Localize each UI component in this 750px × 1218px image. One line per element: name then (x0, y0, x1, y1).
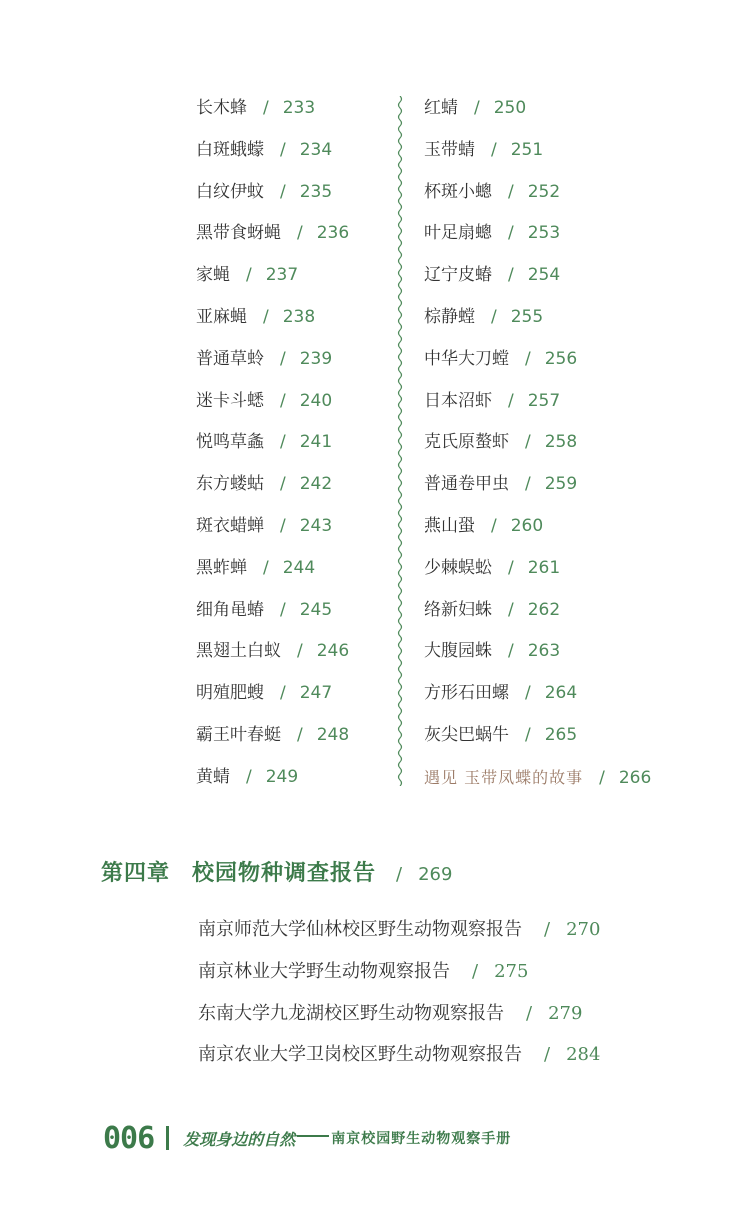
report-separator: / (526, 1002, 533, 1024)
entry-page-number: 263 (527, 641, 561, 662)
chapter-title: 校园物种调查报告 (192, 861, 377, 886)
entry-name: 红蜻 (424, 98, 458, 118)
entry-name: 斑衣蜡蝉 (196, 515, 264, 536)
wavy-divider (390, 96, 410, 786)
toc-entry[interactable] (196, 631, 349, 673)
entry-name: 明殖肥螋 (196, 683, 264, 704)
report-name: 南京农业大学卫岗校区野生动物观察报告 (198, 1044, 522, 1066)
entry-page-number: 250 (493, 98, 527, 118)
entry-page-number: 260 (510, 515, 544, 536)
entry-separator: / (508, 641, 514, 662)
entry-page-number: 266 (618, 767, 652, 788)
entry-page-number: 237 (265, 265, 299, 286)
entry-name: 杯斑小蟌 (424, 181, 492, 202)
toc-entry[interactable] (196, 381, 349, 423)
entry-separator: / (508, 390, 514, 411)
entry-separator: / (246, 265, 252, 286)
toc-entry[interactable] (424, 130, 651, 172)
entry-separator: / (525, 432, 531, 453)
entry-separator: / (263, 98, 269, 118)
entry-separator: / (280, 139, 286, 160)
footer-dash (297, 1135, 329, 1137)
entry-name: 克氏原螯虾 (424, 432, 509, 453)
report-entry[interactable] (198, 951, 600, 993)
entry-separator: / (280, 683, 286, 704)
entry-page-number: 261 (527, 557, 561, 578)
report-separator: / (544, 1044, 551, 1066)
entry-name: 中华大刀螳 (424, 348, 509, 369)
toc-entry[interactable] (424, 631, 651, 673)
toc-entry[interactable] (196, 339, 349, 381)
toc-entry[interactable] (424, 297, 651, 339)
entry-separator: / (280, 515, 286, 536)
entry-name: 白斑蛾蠓 (196, 139, 264, 160)
chapter-page: 269 (418, 864, 453, 885)
toc-entry[interactable] (424, 715, 651, 757)
entry-page-number: 254 (527, 265, 561, 286)
entry-separator: / (297, 641, 303, 662)
entry-separator: / (246, 766, 252, 787)
entry-page-number: 255 (510, 306, 544, 327)
entry-separator: / (263, 557, 269, 578)
entry-page-number: 233 (282, 98, 316, 118)
entry-separator: / (508, 223, 514, 244)
entry-separator: / (280, 432, 286, 453)
entry-name: 黑蚱蝉 (196, 557, 247, 578)
entry-name: 黄蜻 (196, 766, 230, 787)
entry-page-number: 242 (299, 474, 333, 495)
entry-separator: / (297, 724, 303, 745)
entry-page-number: 257 (527, 390, 561, 411)
toc-entry[interactable] (196, 422, 349, 464)
footer-page-number: 006 (103, 1120, 155, 1156)
toc-entry[interactable] (196, 464, 349, 506)
entry-separator: / (508, 557, 514, 578)
entry-separator: / (280, 474, 286, 495)
entry-page-number: 245 (299, 599, 333, 620)
entry-separator: / (599, 767, 605, 788)
toc-entry[interactable] (196, 673, 349, 715)
entry-name: 方形石田螺 (424, 683, 509, 704)
entry-page-number: 264 (544, 683, 578, 704)
entry-name: 玉带蜻 (424, 139, 475, 160)
chapter-heading[interactable] (101, 856, 452, 887)
entry-page-number: 262 (527, 599, 561, 620)
entry-name: 家蝇 (196, 265, 230, 286)
report-page-number: 275 (494, 960, 529, 982)
report-entry[interactable] (198, 909, 600, 951)
entry-name: 燕山蛩 (424, 515, 475, 536)
report-page-number: 270 (566, 919, 601, 940)
entry-page-number: 244 (282, 557, 316, 578)
entry-separator: / (474, 98, 480, 118)
toc-entry[interactable] (424, 213, 651, 255)
entry-page-number: 265 (544, 724, 578, 745)
entry-separator: / (280, 390, 286, 411)
entry-name: 亚麻蝇 (196, 306, 247, 327)
entry-page-number: 236 (316, 223, 350, 244)
report-name: 南京师范大学仙林校区野生动物观察报告 (198, 919, 522, 940)
toc-entry[interactable] (196, 172, 349, 214)
toc-entry[interactable] (424, 673, 651, 715)
entry-name: 白纹伊蚊 (196, 181, 264, 202)
entry-page-number: 239 (299, 348, 333, 369)
toc-entry[interactable] (424, 464, 651, 506)
toc-entry[interactable] (196, 88, 349, 130)
toc-entry[interactable] (196, 506, 349, 548)
entry-name: 长木蜂 (196, 98, 247, 118)
report-entry[interactable] (198, 1034, 600, 1076)
toc-entry[interactable] (424, 548, 651, 590)
entry-name: 悦鸣草螽 (196, 432, 264, 453)
report-name: 东南大学九龙湖校区野生动物观察报告 (198, 1002, 504, 1024)
entry-separator: / (525, 724, 531, 745)
entry-page-number: 256 (544, 348, 578, 369)
entry-name: 少棘蜈蚣 (424, 557, 492, 578)
entry-page-number: 252 (527, 181, 561, 202)
entry-separator: / (508, 265, 514, 286)
entry-name: 络新妇蛛 (424, 599, 492, 620)
entry-page-number: 247 (299, 683, 333, 704)
footer-book-title: 发现身边的自然 (183, 1129, 296, 1149)
entry-separator: / (491, 306, 497, 327)
entry-name: 黑带食蚜蝇 (196, 223, 281, 244)
toc-right-column (424, 88, 651, 799)
entry-page-number: 248 (316, 724, 350, 745)
entry-name: 黑翅土白蚁 (196, 641, 281, 662)
entry-page-number: 253 (527, 223, 561, 244)
entry-name: 霸王叶春蜓 (196, 724, 281, 745)
toc-entry[interactable] (424, 381, 651, 423)
toc-entry[interactable] (196, 297, 349, 339)
toc-entry[interactable] (196, 213, 349, 255)
report-page-number: 279 (548, 1002, 583, 1024)
entry-separator: / (525, 683, 531, 704)
toc-entry[interactable] (196, 590, 349, 632)
toc-entry[interactable] (196, 255, 349, 297)
page-footer (103, 1118, 511, 1158)
footer-subtitle: 南京校园野生动物观察手册 (331, 1131, 512, 1147)
toc-left-column (196, 88, 349, 799)
entry-name: 叶足扇蟌 (424, 223, 492, 244)
toc-entry[interactable] (424, 255, 651, 297)
entry-separator: / (525, 348, 531, 369)
entry-name: 东方蝼蛄 (196, 474, 264, 495)
entry-page-number: 238 (282, 306, 316, 327)
entry-name: 日本沼虾 (424, 390, 492, 411)
entry-separator: / (508, 181, 514, 202)
report-list (198, 909, 600, 1076)
entry-page-number: 234 (299, 139, 333, 160)
entry-page-number: 235 (299, 181, 333, 202)
toc-entry[interactable] (424, 172, 651, 214)
entry-page-number: 241 (299, 432, 333, 453)
entry-name: 大腹园蛛 (424, 641, 492, 662)
report-page-number: 284 (566, 1044, 601, 1066)
toc-entry[interactable] (424, 339, 651, 381)
chapter-separator: / (396, 864, 403, 885)
entry-name: 遇见 玉带凤蝶的故事 (424, 767, 584, 787)
entry-separator: / (280, 348, 286, 369)
report-name: 南京林业大学野生动物观察报告 (198, 960, 450, 982)
report-entry[interactable] (198, 993, 600, 1035)
entry-page-number: 243 (299, 515, 333, 536)
toc-entry[interactable] (424, 506, 651, 548)
toc-entry[interactable] (196, 548, 349, 590)
toc-entry-special[interactable] (424, 757, 651, 799)
entry-name: 普通卷甲虫 (424, 474, 509, 495)
entry-name: 灰尖巴蜗牛 (424, 724, 509, 745)
toc-entry[interactable] (196, 715, 349, 757)
entry-page-number: 240 (299, 390, 333, 411)
entry-separator: / (297, 223, 303, 244)
entry-page-number: 251 (510, 139, 544, 160)
toc-entry[interactable] (424, 422, 651, 464)
toc-entry[interactable] (196, 130, 349, 172)
entry-separator: / (491, 515, 497, 536)
entry-separator: / (263, 306, 269, 327)
entry-separator: / (491, 139, 497, 160)
chapter-number: 第四章 (101, 861, 171, 886)
entry-separator: / (280, 599, 286, 620)
entry-separator: / (280, 181, 286, 202)
entry-page-number: 258 (544, 432, 578, 453)
toc-entry[interactable] (424, 590, 651, 632)
entry-separator: / (525, 474, 531, 495)
entry-name: 棕静螳 (424, 306, 475, 327)
entry-separator: / (508, 599, 514, 620)
entry-page-number: 259 (544, 474, 578, 495)
report-separator: / (472, 960, 479, 982)
entry-name: 迷卡斗蟋 (196, 390, 264, 411)
entry-name: 细角黾蝽 (196, 599, 264, 620)
toc-entry[interactable] (196, 757, 349, 799)
report-separator: / (544, 919, 551, 940)
entry-page-number: 246 (316, 641, 350, 662)
entry-name: 普通草蛉 (196, 348, 264, 369)
entry-name: 辽宁皮蝽 (424, 265, 492, 286)
footer-divider (166, 1126, 169, 1150)
toc-entry[interactable] (424, 88, 651, 130)
entry-page-number: 249 (265, 766, 299, 787)
